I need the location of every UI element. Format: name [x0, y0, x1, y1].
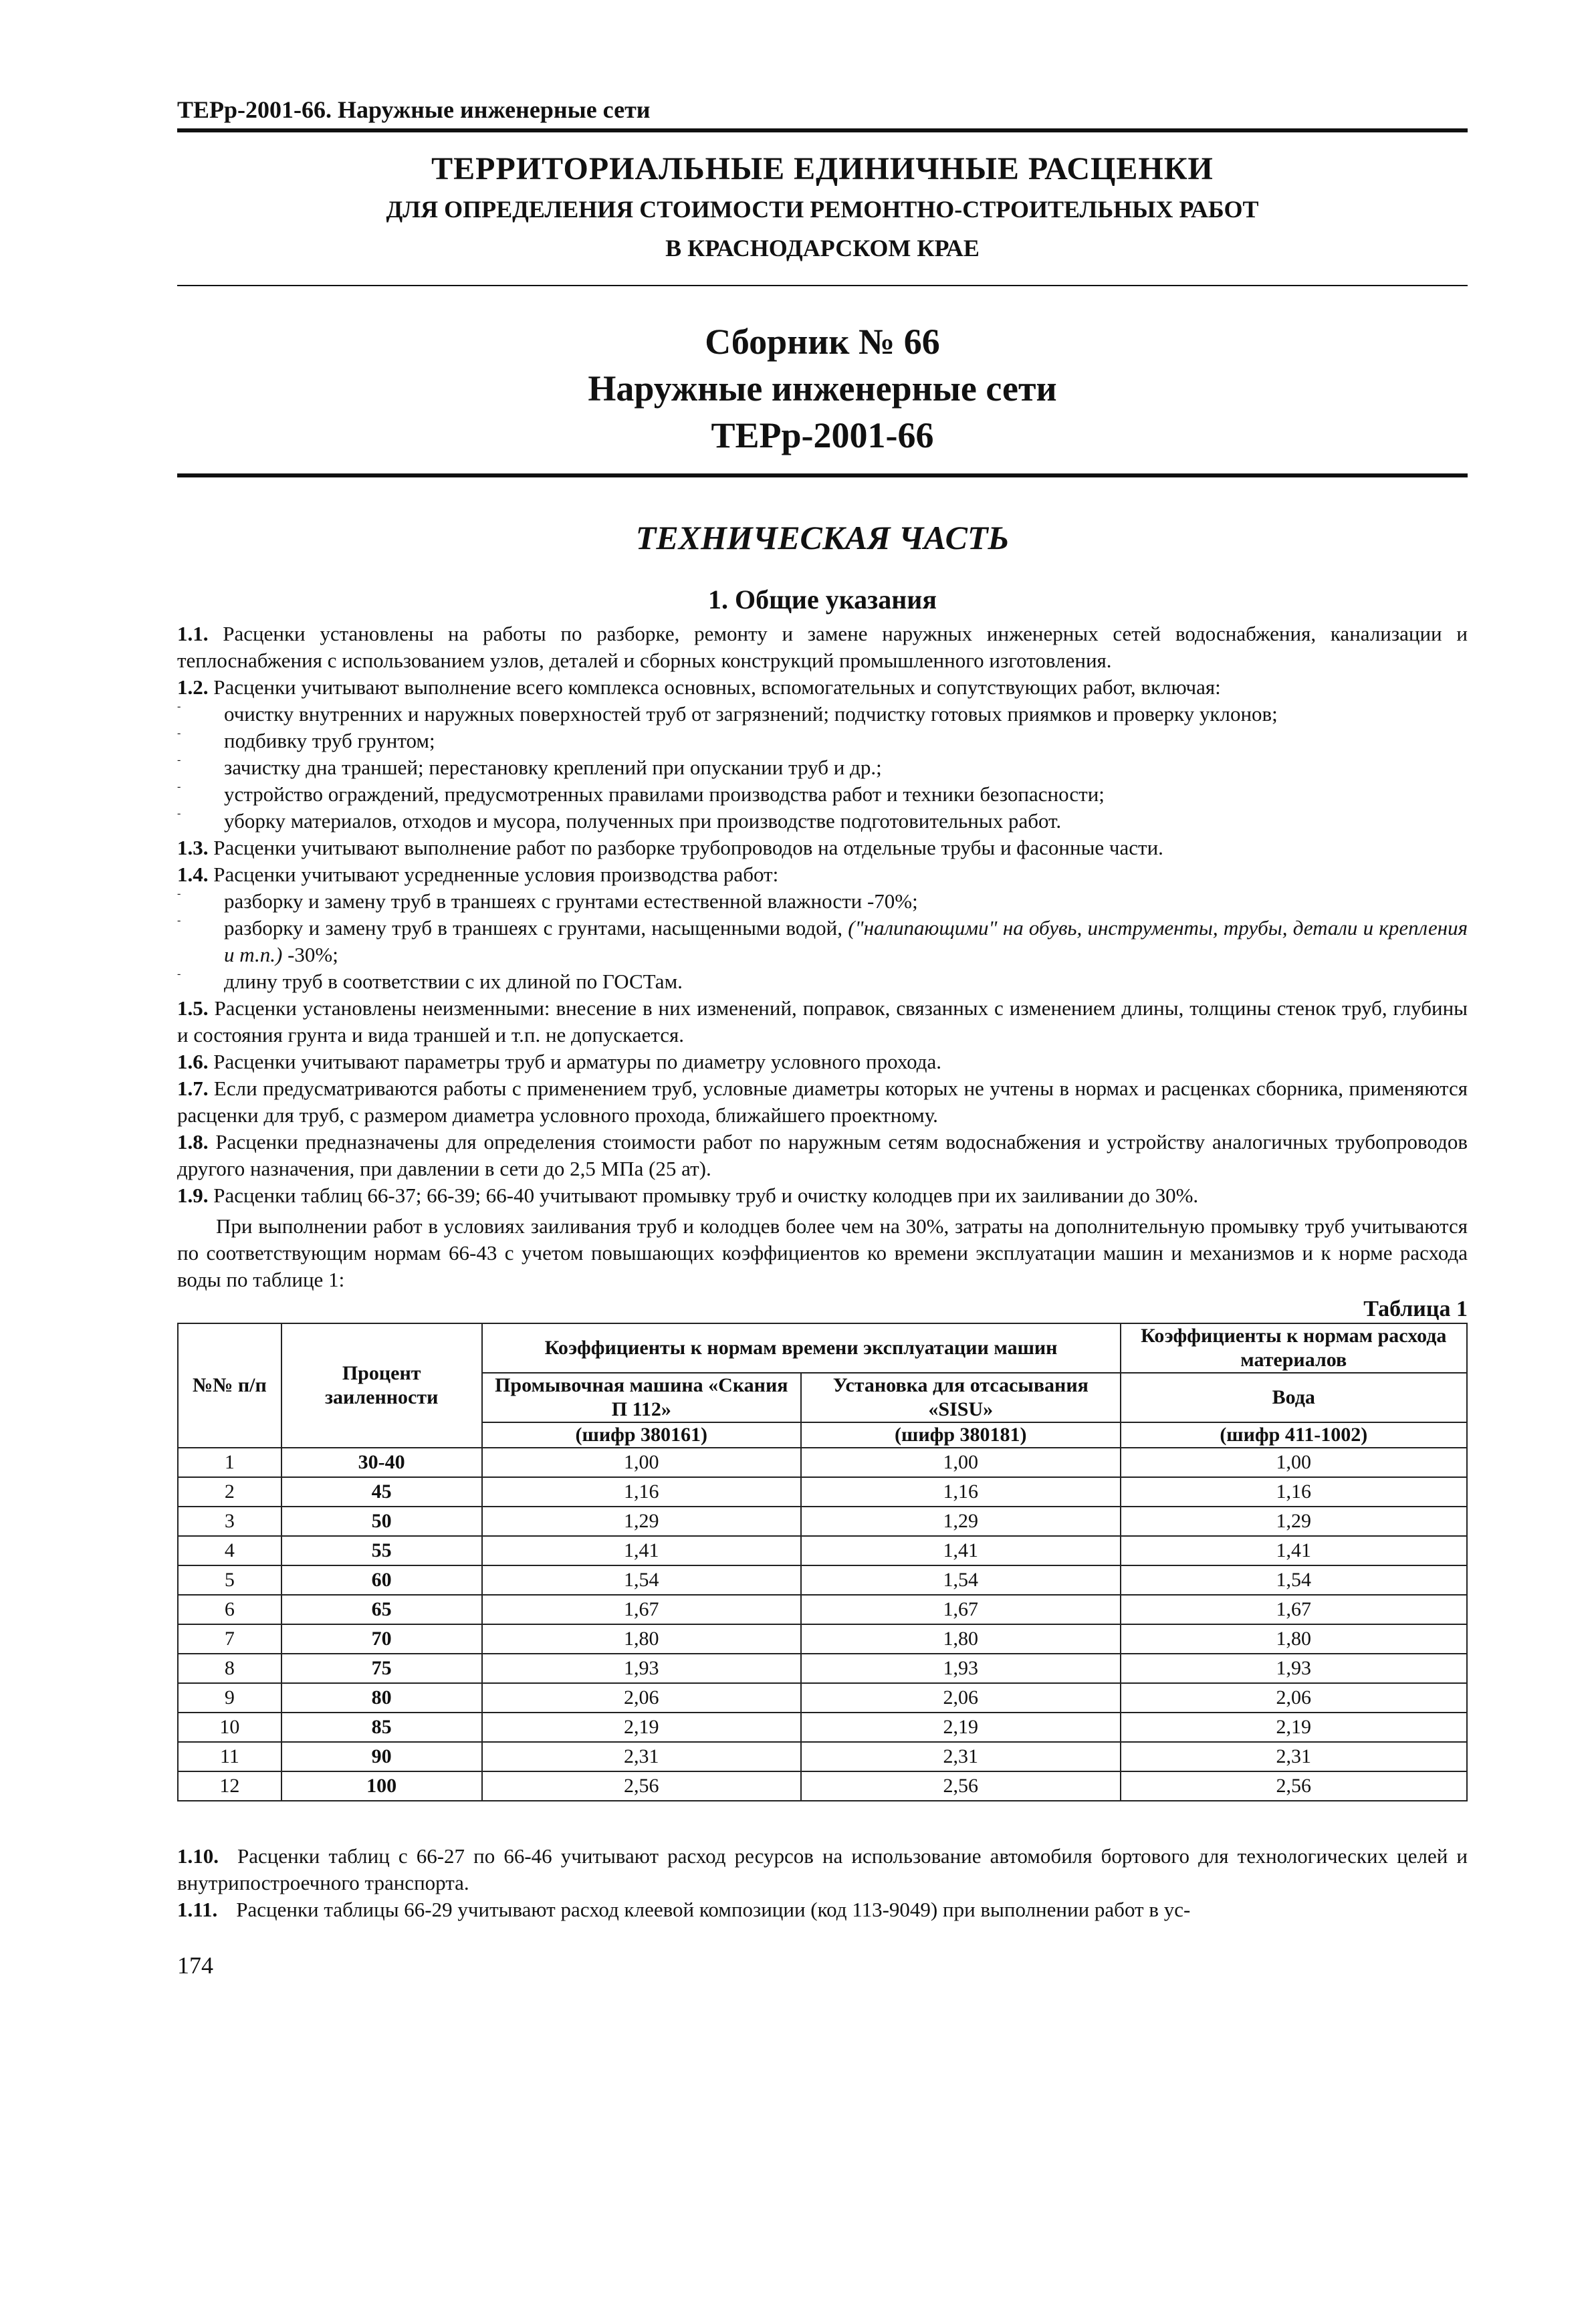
row-number: 5	[178, 1565, 281, 1595]
row-number: 6	[178, 1595, 281, 1624]
row-coef-suction: 1,41	[801, 1536, 1120, 1565]
row-percent: 90	[281, 1742, 482, 1771]
row-coef-water: 1,29	[1121, 1507, 1467, 1536]
row-coef-suction: 2,06	[801, 1683, 1120, 1713]
table-row	[178, 1742, 1467, 1771]
row-coef-suction: 2,31	[801, 1742, 1120, 1771]
row-number: 12	[178, 1771, 281, 1801]
header-code-2: (шифр 380181)	[801, 1422, 1120, 1448]
header-rule	[177, 128, 1468, 132]
row-percent: 50	[281, 1507, 482, 1536]
row-coef-water: 1,54	[1121, 1565, 1467, 1595]
clause-1-3: 1.3. Расценки учитывают выполнение работ по разборке трубопроводов на отдельные трубы и фасонные части.	[177, 836, 1163, 859]
row-coef-machine: 1,67	[482, 1595, 802, 1624]
document-subtitle-2: В КРАСНОДАРСКОМ КРАЕ	[665, 235, 980, 261]
collection-block	[177, 318, 1468, 459]
row-coef-suction: 1,80	[801, 1624, 1120, 1654]
clause-1-8: 1.8. Расценки предназначены для определения стоимости работ по наружным сетям водоснабжения и устройству аналогичных трубопроводов другого назначения, при давлении в сети до 2,5 МПа (25 ат).	[177, 1130, 1468, 1180]
table-row	[178, 1448, 1467, 1477]
row-coef-suction: 2,19	[801, 1713, 1120, 1742]
header-suction-unit: Установка для отсасывания «SISU»	[801, 1373, 1120, 1422]
row-coef-machine: 2,31	[482, 1742, 802, 1771]
list-item: - разборку и замену труб в траншеях с грунтами, насыщенными водой, ("налипающими" на обувь, инструменты, трубы, детали и крепления и т.п.) -30%;	[177, 915, 1468, 966]
technical-part-heading: ТЕХНИЧЕСКАЯ ЧАСТЬ	[635, 519, 1010, 556]
row-coef-machine: 1,16	[482, 1477, 802, 1507]
page-number: 174	[177, 1952, 213, 1979]
table-row	[178, 1507, 1467, 1536]
row-coef-machine: 2,56	[482, 1771, 802, 1801]
row-coef-suction: 1,16	[801, 1477, 1120, 1507]
list-item: - уборку материалов, отходов и мусора, полученных при производстве подготовительных работ.	[177, 808, 1062, 833]
document-title: ТЕРРИТОРИАЛЬНЫЕ ЕДИНИЧНЫЕ РАСЦЕНКИ	[431, 151, 1214, 187]
header-code-1: (шифр 380161)	[482, 1422, 802, 1448]
row-coef-machine: 1,93	[482, 1654, 802, 1683]
clause-1-5: 1.5. Расценки установлены неизменными: внесение в них изменений, поправок, связанных с изменением длины, толщины стенок труб, глубины и состояния грунта и вида траншей и т.п. не допускается.	[177, 996, 1468, 1047]
row-coef-water: 2,06	[1121, 1683, 1467, 1713]
row-coef-water: 1,80	[1121, 1624, 1467, 1654]
document-page	[177, 94, 1468, 1979]
header-flushing-machine: Промывочная машина «Скания П 112»	[482, 1373, 802, 1422]
row-coef-water: 1,67	[1121, 1595, 1467, 1624]
row-percent: 30-40	[281, 1448, 482, 1477]
header-group-machines: Коэффициенты к нормам времени эксплуатации машин	[482, 1323, 1121, 1373]
row-coef-machine: 2,19	[482, 1713, 802, 1742]
row-coef-machine: 1,80	[482, 1624, 802, 1654]
row-coef-water: 2,19	[1121, 1713, 1467, 1742]
row-coef-machine: 1,29	[482, 1507, 802, 1536]
table-row	[178, 1683, 1467, 1713]
header-group-materials: Коэффициенты к нормам расхода материалов	[1121, 1323, 1467, 1373]
clause-1-1: 1.1. Расценки установлены на работы по разборке, ремонту и замене наружных инженерных сетей водоснабжения, канализации и теплоснабжения с использованием узлов, деталей и сборных конструкций промышленного изготовления.	[177, 622, 1468, 672]
row-coef-machine: 2,06	[482, 1683, 802, 1713]
header-num: №№ п/п	[178, 1323, 281, 1448]
coefficients-table	[177, 1323, 1468, 1801]
list-item: - устройство ограждений, предусмотренных правилами производства работ и техники безопасности;	[177, 781, 1105, 806]
row-number: 8	[178, 1654, 281, 1683]
clause-1-4: 1.4. Расценки учитывают усредненные условия производства работ:	[177, 863, 779, 886]
table-row	[178, 1624, 1467, 1654]
row-coef-water: 2,31	[1121, 1742, 1467, 1771]
header-percent: Процент заиленности	[281, 1323, 482, 1448]
row-number: 10	[178, 1713, 281, 1742]
table-row	[178, 1477, 1467, 1507]
row-number: 4	[178, 1536, 281, 1565]
row-coef-suction: 1,67	[801, 1595, 1120, 1624]
row-coef-machine: 1,41	[482, 1536, 802, 1565]
clause-1-11: 1.11. Расценки таблицы 66-29 учитывают расход клеевой композиции (код 113-9049) при выполнении работ в ус-	[177, 1898, 1191, 1921]
clause-1-7: 1.7. Если предусматриваются работы с применением труб, условные диаметры которых не учтены в нормах и расценках сборника, применяются расценки для труб, с размером диаметра условного прохода, ближайшего проектному.	[177, 1077, 1468, 1127]
row-percent: 85	[281, 1713, 482, 1742]
collection-code: ТЕРр-2001-66	[711, 415, 934, 455]
collection-name: Наружные инженерные сети	[588, 368, 1057, 409]
running-head: ТЕРр-2001-66. Наружные инженерные сети	[177, 96, 651, 123]
table-row	[178, 1536, 1467, 1565]
table-row	[178, 1713, 1467, 1742]
table-body	[178, 1448, 1467, 1801]
table-row	[178, 1595, 1467, 1624]
row-coef-water: 1,00	[1121, 1448, 1467, 1477]
list-item: - очистку внутренних и наружных поверхностей труб от загрязнений; подчистку готовых приямков и проверку уклонов;	[177, 701, 1278, 726]
section-heading: 1. Общие указания	[708, 584, 937, 615]
table-caption: Таблица 1	[1363, 1297, 1468, 1321]
row-coef-suction: 1,29	[801, 1507, 1120, 1536]
row-percent: 70	[281, 1624, 482, 1654]
row-percent: 75	[281, 1654, 482, 1683]
header-code-3: (шифр 411-1002)	[1121, 1422, 1467, 1448]
clause-1-9-continuation: При выполнении работ в условиях заиливания труб и колодцев более чем на 30%, затраты на дополнительную промывку труб учитываются по соответствующим нормам 66-43 с учетом повышающих коэффициентов ко времени эксплуатации машин и механизмов и к норме расхода воды по таблице 1:	[177, 1214, 1468, 1291]
list-item: - подбивку труб грунтом;	[177, 728, 435, 752]
table-row	[178, 1654, 1467, 1683]
collection-rule	[177, 473, 1468, 477]
row-coef-water: 1,16	[1121, 1477, 1467, 1507]
row-number: 9	[178, 1683, 281, 1713]
row-number: 11	[178, 1742, 281, 1771]
row-number: 2	[178, 1477, 281, 1507]
row-percent: 45	[281, 1477, 482, 1507]
row-percent: 80	[281, 1683, 482, 1713]
row-percent: 100	[281, 1771, 482, 1801]
row-number: 3	[178, 1507, 281, 1536]
row-coef-suction: 1,54	[801, 1565, 1120, 1595]
row-coef-machine: 1,00	[482, 1448, 802, 1477]
collection-number: Сборник № 66	[705, 322, 940, 362]
row-percent: 60	[281, 1565, 482, 1595]
row-coef-water: 2,56	[1121, 1771, 1467, 1801]
clause-1-2: 1.2. Расценки учитывают выполнение всего комплекса основных, вспомогательных и сопутствующих работ, включая:	[177, 675, 1221, 699]
row-coef-machine: 1,54	[482, 1565, 802, 1595]
row-coef-suction: 1,93	[801, 1654, 1120, 1683]
title-rule	[177, 285, 1468, 286]
clause-1-9: 1.9. Расценки таблиц 66-37; 66-39; 66-40 учитывают промывку труб и очистку колодцев при их заиливании до 30%.	[177, 1184, 1199, 1207]
table-row	[178, 1771, 1467, 1801]
header-water: Вода	[1121, 1373, 1467, 1422]
list-item: - разборку и замену труб в траншеях с грунтами естественной влажности -70%;	[177, 888, 918, 913]
row-percent: 55	[281, 1536, 482, 1565]
row-percent: 65	[281, 1595, 482, 1624]
list-item: - зачистку дна траншей; перестановку креплений при опускании труб и др.;	[177, 754, 882, 779]
row-coef-suction: 1,00	[801, 1448, 1120, 1477]
row-coef-suction: 2,56	[801, 1771, 1120, 1801]
row-number: 7	[178, 1624, 281, 1654]
row-coef-water: 1,41	[1121, 1536, 1467, 1565]
clause-1-6: 1.6. Расценки учитывают параметры труб и арматуры по диаметру условного прохода.	[177, 1050, 942, 1073]
row-coef-water: 1,93	[1121, 1654, 1467, 1683]
clause-1-10: 1.10. Расценки таблиц с 66-27 по 66-46 учитывают расход ресурсов на использование автомобиля бортового для технологических целей и внутрипостроечного транспорта.	[177, 1844, 1468, 1894]
row-number: 1	[178, 1448, 281, 1477]
document-subtitle-1: ДЛЯ ОПРЕДЕЛЕНИЯ СТОИМОСТИ РЕМОНТНО-СТРОИТЕЛЬНЫХ РАБОТ	[386, 196, 1259, 223]
list-item: - длину труб в соответствии с их длиной по ГОСТам.	[177, 968, 683, 993]
table-row	[178, 1565, 1467, 1595]
